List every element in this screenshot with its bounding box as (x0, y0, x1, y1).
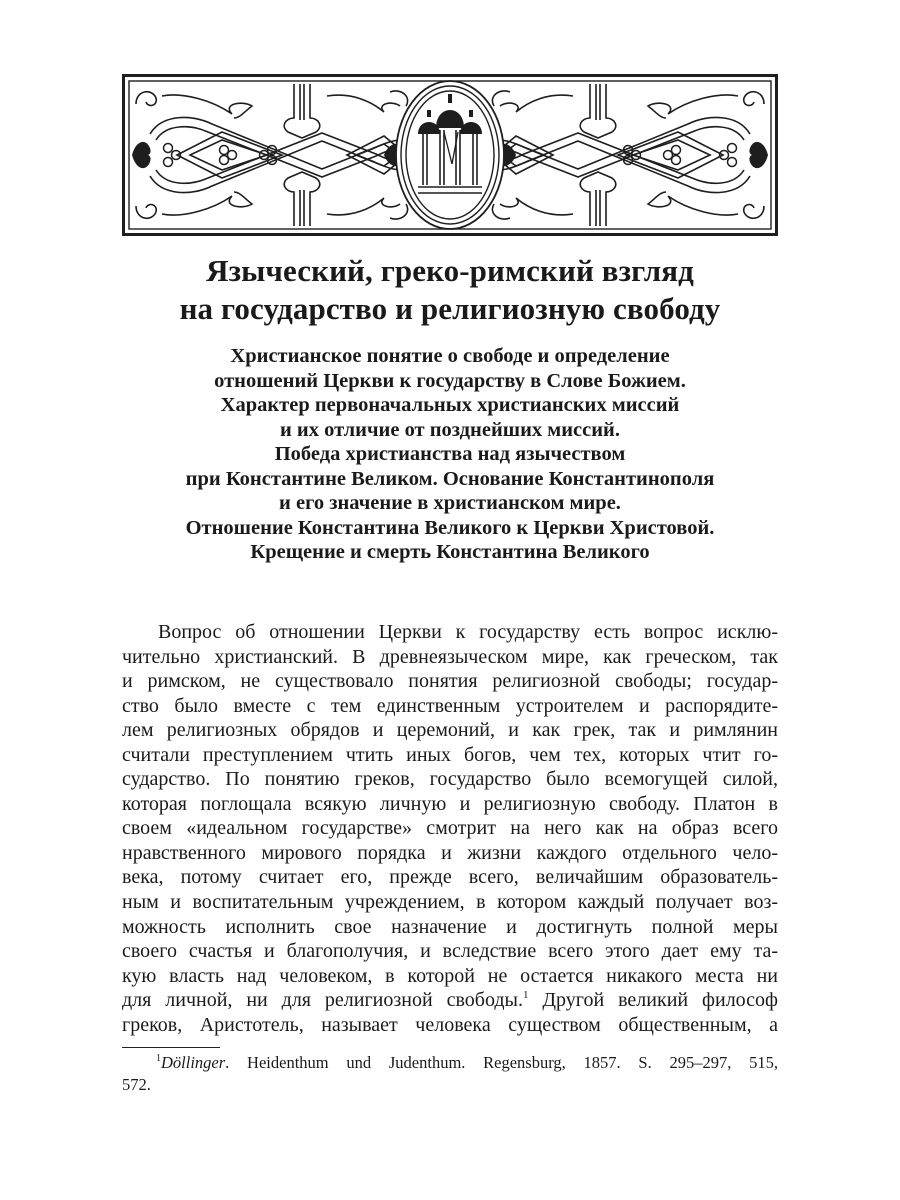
body-line: считали преступлением чтить иных богов, чем тех, которых чтит го- (122, 743, 778, 766)
chapter-summary-line: и его значение в христианском мире. (279, 492, 621, 514)
footnote-divider (122, 1047, 220, 1048)
footnote (122, 1052, 778, 1096)
body-line: Вопрос об отношении Церкви к государству есть вопрос исклю- (158, 621, 778, 643)
body-line: чительно христианский. В древнеязыческом мире, как греческом, так (122, 645, 778, 668)
body-line: своем «идеальном государстве» смотрит на него как на образ всего (122, 817, 778, 840)
footnote-citation: . Heidenthum und Judenthum. Regensburg, 1857. S. 295–297, 515, (225, 1053, 778, 1072)
footnote-author: Döllinger (161, 1053, 226, 1072)
body-line: можность исполнить свое назначение и достигнуть полной меры (122, 915, 778, 938)
chapter-summary-line: Крещение и смерть Константина Великого (250, 541, 650, 563)
body-line: которая поглощала всякую личную и религиозную свободу. Платон в (122, 792, 778, 815)
chapter-title-line-1: Языческий, греко-римский взгляд (206, 253, 694, 288)
body-line: ным и воспитательным учреждением, в котором каждый получает воз- (122, 891, 778, 914)
decorative-header-ornament (122, 74, 778, 236)
body-line: кую власть над человеком, в которой не остается никакого места ни (122, 964, 778, 987)
body-line: лем религиозных обрядов и церемоний, и как грек, так и римлянин (122, 719, 778, 742)
chapter-summary-line: при Константине Великом. Основание Константинополя (185, 467, 715, 490)
chapter-title (100, 252, 800, 328)
body-line: и римском, не существовало понятия религиозной свободы; государ- (122, 670, 778, 693)
body-line: сударство. По понятию греков, государство было всемогущей силой, (122, 768, 778, 791)
footnote-line (122, 1052, 778, 1074)
chapter-summary-line: и их отличие от позднейших миссий. (280, 418, 620, 441)
footnote-reference-link[interactable]: 1 (523, 989, 529, 1002)
footnote-line: 572. (122, 1075, 151, 1094)
ornament-band-icon (122, 74, 778, 236)
body-line-with-footnote (122, 988, 778, 1013)
chapter-summary-line: Христианское понятие о свободе и определение (230, 345, 670, 367)
chapter-summary-line: Победа христианства над язычеством (274, 443, 626, 465)
body-line: ство было вместе с тем единственным устроителем и распорядите- (122, 694, 778, 717)
chapter-summary-line: отношений Церкви к государству в Слове Божием. (214, 369, 686, 392)
body-line-text: для личной, ни для религиозной свободы. (122, 989, 523, 1012)
body-line: века, потому считает его, прежде всего, величайшим образователь- (122, 866, 778, 889)
body-line: греков, Аристотель, называет человека существом общественным, а (122, 1013, 778, 1036)
body-line: нравственного мирового порядка и жизни каждого отдельного чело- (122, 841, 778, 864)
chapter-title-line-2: на государство и религиозную свободу (179, 291, 721, 326)
body-line-text: Другой великий философ (528, 989, 779, 1012)
chapter-summary-line: Отношение Константина Великого к Церкви Христовой. (185, 516, 715, 539)
chapter-summary-line: Характер первоначальных христианских миссий (220, 394, 680, 416)
chapter-summary (100, 344, 800, 565)
body-paragraph (122, 620, 778, 1037)
body-line: своего счастья и благополучия, и вследствие всего этого дает ему та- (122, 940, 778, 963)
footnote-marker: 1 (156, 1053, 161, 1064)
